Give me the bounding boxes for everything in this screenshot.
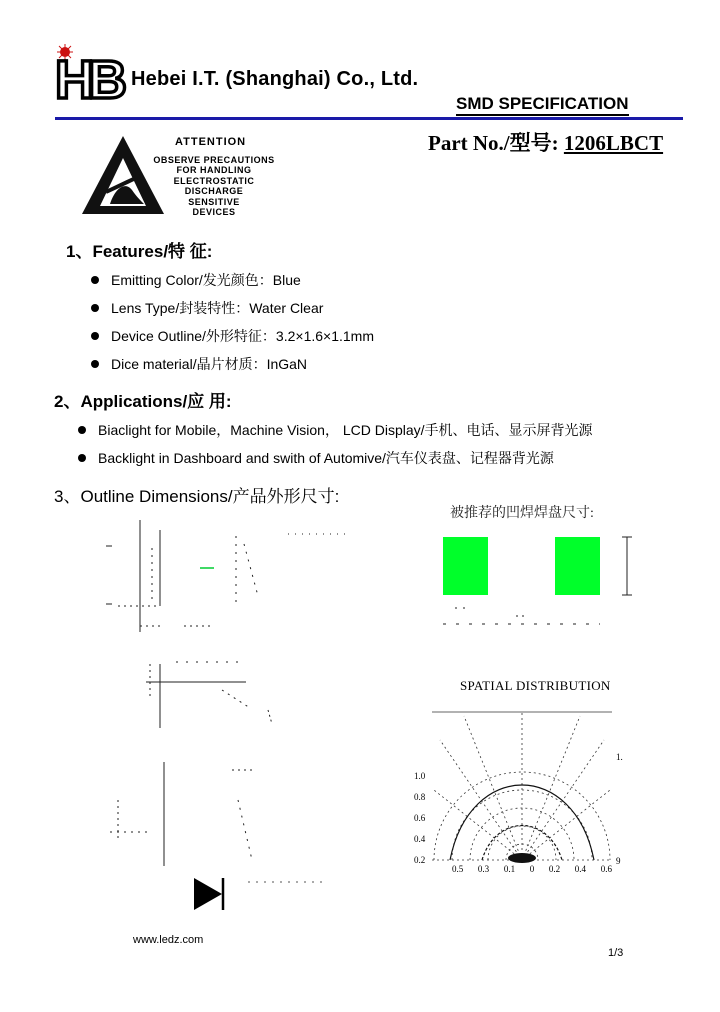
attention-line: DEVICES (192, 207, 236, 218)
applications-heading-num: 2、 (54, 392, 81, 411)
feature-item: Device Outline/外形特征：3.2×1.6×1.1mm (111, 326, 374, 354)
features-heading-num: 1、 (66, 242, 93, 261)
application-item: Backlight in Dashboard and swith of Automive/汽车仪表盘、记程器背光源 (98, 448, 593, 476)
polar-tick-label: 0.1 (503, 864, 516, 874)
bottom-view-drawing (110, 762, 256, 866)
polar-right-bottom-label: 9 (616, 856, 621, 866)
polar-left-ticks (414, 766, 425, 871)
company-name: Hebei I.T. (Shanghai) Co., Ltd. (131, 68, 419, 90)
polar-right-top-label: 1. (616, 752, 623, 762)
spatial-distribution-diagram (432, 712, 612, 863)
applications-heading-text: Applications/应 用: (80, 392, 232, 411)
polar-tick-label: 0.2 (414, 855, 426, 865)
polar-tick-label: 0.5 (452, 864, 464, 874)
polar-tick-label: 0.4 (574, 864, 587, 874)
polar-bottom-ticks (452, 864, 612, 874)
polar-tick-label: 0.6 (414, 813, 426, 823)
part-number: 1206LBCT (563, 131, 664, 155)
polar-tick-label: 0.3 (477, 864, 490, 874)
polar-tick-label: 0.8 (414, 792, 426, 802)
attention-line: FOR HANDLING (176, 165, 252, 176)
polar-tick-label: 0 (529, 864, 535, 874)
solder-pad-left (443, 537, 488, 595)
logo-letters: HB (55, 50, 121, 102)
outline-heading-text: Outline Dimensions/产品外形尺寸: (80, 487, 340, 506)
outline-heading-num: 3、 (54, 487, 81, 506)
pad-title: 被推荐的凹焊焊盘尺寸: (450, 506, 594, 521)
attention-title: ATTENTION (175, 136, 247, 148)
attention-line: DISCHARGE (184, 186, 244, 197)
attention-line: OBSERVE PRECAUTIONS (153, 155, 275, 165)
attention-line: ELECTROSTATIC (173, 175, 255, 186)
feature-item: Emitting Color/发光颜色：Blue (111, 270, 374, 298)
polar-tick-label: 0.2 (548, 864, 561, 874)
top-view-drawing (106, 520, 346, 632)
feature-item: Dice material/晶片材质：InGaN (111, 354, 374, 382)
footer-url[interactable]: www.ledz.com (133, 934, 204, 946)
polar-tick-label: 0.4 (414, 834, 426, 844)
polar-tick-label: 0.6 (600, 864, 612, 874)
polar-tick-label: 1.0 (414, 771, 426, 781)
spatial-distribution-title: SPATIAL DISTRIBUTION (460, 678, 611, 693)
page-number: 1/3 (608, 947, 624, 959)
part-label: Part No./型号: (428, 131, 559, 155)
features-heading-text: Features/特 征: (92, 242, 213, 261)
side-view-drawing (146, 662, 272, 728)
spec-title: SMD SPECIFICATION (456, 94, 629, 116)
solder-pad-right (555, 537, 600, 595)
feature-item: Lens Type/封装特性：Water Clear (111, 298, 374, 326)
diode-symbol-icon (194, 878, 328, 910)
application-item: Biaclight for Mobile，Machine Vision， LCD Display/手机、电话、显示屏背光源 (98, 420, 593, 448)
attention-line: SENSITIVE (188, 196, 240, 207)
